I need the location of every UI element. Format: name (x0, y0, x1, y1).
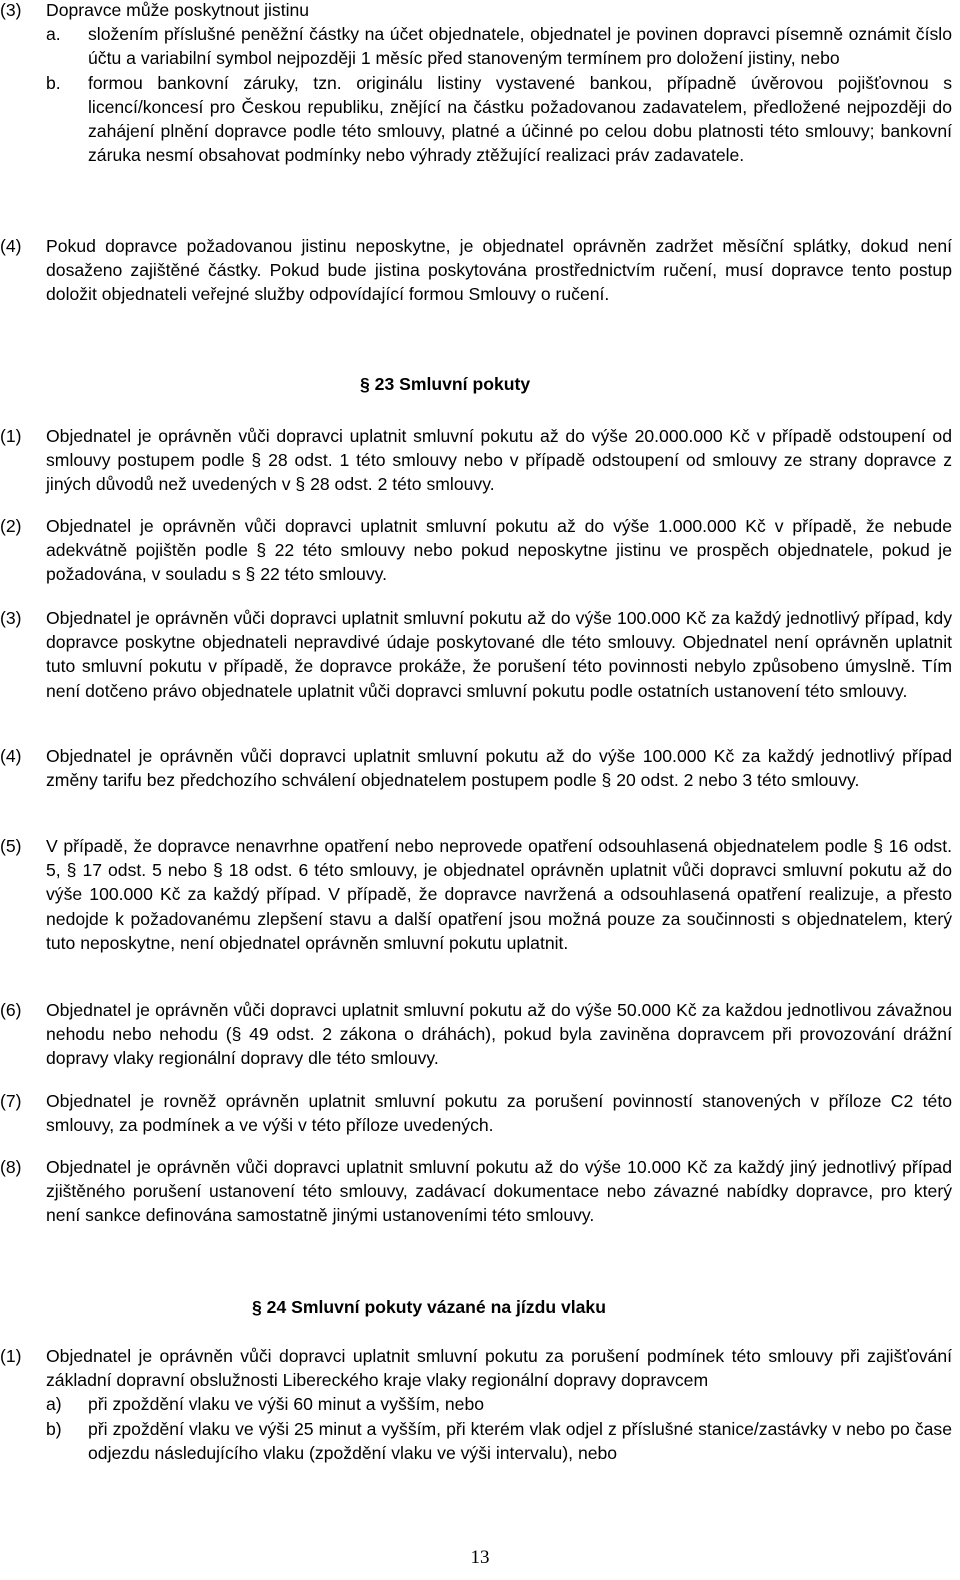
list-item-letter: a) (46, 1394, 62, 1415)
paragraph-number: (8) (0, 1157, 22, 1177)
paragraph-number: (7) (0, 1091, 22, 1111)
list-item-letter: b) (46, 1418, 62, 1439)
paragraph-number: (3) (0, 608, 22, 628)
paragraph-number: (3) (0, 0, 22, 20)
section-23-paragraph-1 (0, 424, 952, 497)
list-item-b (46, 71, 952, 168)
paragraph-text: Objednatel je oprávněn vůči dopravci uplatnit smluvní pokutu až do výše 50.000 Kč za každou jednotlivou závažnou nehodu nebo nehodu (§ 49 odst. 2 zákona o dráhách), pokud byla zaviněna dopravcem při provozování drážní dopravy vlaky regionální dopravy dle této smlouvy. (46, 1000, 952, 1069)
section-heading-23: § 23 Smluvní pokuty (360, 374, 531, 394)
paragraph-3-jistina (0, 0, 952, 167)
paragraph-text: Objednatel je oprávněn vůči dopravci uplatnit smluvní pokutu až do výše 1.000.000 Kč v případě, že nebude adekvátně pojištěn podle § 22 této smlouvy nebo pokud neposkytne jistinu ve prospěch objednatele, pokud je požadována, v souladu s § 22 této smlouvy. (46, 516, 952, 585)
section-heading-24: § 24 Smluvní pokuty vázané na jízdu vlaku (252, 1297, 606, 1317)
paragraph-text: Objednatel je oprávněn vůči dopravci uplatnit smluvní pokutu až do výše 10.000 Kč za každý jiný jednotlivý případ zjištěného porušení ustanovení této smlouvy, zadávací dokumentace nebo závazné nabídky dopravce, pro který není sankce definována samostatně jinými ustanoveními této smlouvy. (46, 1157, 952, 1226)
section-24-paragraph-1 (0, 1344, 952, 1465)
paragraph-text: Pokud dopravce požadovanou jistinu neposkytne, je objednatel oprávněn zadržet měsíční splátky, dokud není dosaženo zajištěné částky. Pokud bude jistina poskytována prostřednictvím ručení, musí dopravce tento postup doložit objednateli veřejné služby odpovídající formou Smlouvy o ručení. (46, 236, 952, 305)
list-item-text: při zpoždění vlaku ve výši 60 minut a vyšším, nebo (88, 1394, 485, 1415)
list-item-a (46, 22, 952, 70)
section-23-paragraph-3 (0, 606, 952, 703)
list-item-text: při zpoždění vlaku ve výši 25 minut a vyšším, při kterém vlak odjel z příslušné stanice/zastávky v nebo po čase odjezdu následujícího vlaku (zpoždění vlaku ve výši intervalu), nebo (88, 1418, 952, 1463)
paragraph-number: (2) (0, 516, 22, 536)
list-item-a (46, 1392, 952, 1416)
paragraph-number: (1) (0, 426, 22, 446)
section-23-paragraph-5 (0, 834, 952, 955)
section-23-paragraph-4 (0, 744, 952, 792)
paragraph-text: Objednatel je rovněž oprávněn uplatnit smluvní pokutu za porušení povinností stanovených v příloze C2 této smlouvy, za podmínek a ve výši v této příloze uvedených. (46, 1091, 952, 1136)
section-23-paragraph-7 (0, 1089, 952, 1137)
paragraph-text: V případě, že dopravce nenavrhne opatření nebo neprovede opatření odsouhlasená objednatelem podle § 16 odst. 5, § 17 odst. 5 nebo § 18 odst. 6 této smlouvy, je objednatel oprávněn uplatnit vůči dopravci smluvní pokutu až do výše 100.000 Kč za každý případ. V případě, že dopravce navržená a odsouhlasená opatření realizuje, a přesto nedojde k požadovanému zlepšení stavu a další opatření jsou možná pouze za součinnosti s objednatelem, který tuto neposkytne, není objednatel oprávněn smluvní pokutu uplatnit. (46, 836, 952, 953)
section-23-paragraph-2 (0, 514, 952, 587)
paragraph-number: (4) (0, 236, 22, 256)
section-23-paragraph-8 (0, 1155, 952, 1228)
list-item-text: složením příslušné peněžní částky na účet objednatele, objednatel je povinen dopravci písemně oznámit číslo účtu a variabilní symbol nejpozději 1 měsíc před stanoveným termínem pro doložení jistiny, nebo (88, 24, 952, 69)
paragraph-number: (6) (0, 1000, 22, 1020)
page-number: 13 (470, 1547, 490, 1568)
paragraph-title: Dopravce může poskytnout jistinu (46, 0, 310, 20)
paragraph-body (46, 1344, 952, 1465)
paragraph-text: Objednatel je oprávněn vůči dopravci uplatnit smluvní pokutu za porušení podmínek této smlouvy při zajišťování základní dopravní obslužnosti Libereckého kraje vlaky regionální dopravy dopravcem (46, 1346, 952, 1391)
list-item-b (46, 1417, 952, 1465)
list-item-letter: a. (46, 24, 61, 45)
paragraph-text: Objednatel je oprávněn vůči dopravci uplatnit smluvní pokutu až do výše 100.000 Kč za každý jednotlivý případ, kdy dopravce poskytne objednateli nepravdivé údaje poskytované dle této smlouvy. Objednatel není oprávněn uplatnit tuto smluvní pokutu v případě, že dopravce prokáže, že porušení této povinnosti nebylo způsobeno úmyslně. Tím není dotčeno právo objednatele uplatnit vůči dopravci smluvní pokutu podle ostatních ustanovení této smlouvy. (46, 608, 952, 701)
paragraph-text: Objednatel je oprávněn vůči dopravci uplatnit smluvní pokutu až do výše 20.000.000 Kč v případě odstoupení od smlouvy postupem podle § 28 odst. 1 této smlouvy nebo v případě odstoupení od smlouvy ze strany dopravce z jiných důvodů než uvedených v § 28 odst. 2 této smlouvy. (46, 426, 952, 495)
list-item-letter: b. (46, 72, 61, 93)
paragraph-4-jistina (0, 234, 952, 307)
list-item-text: formou bankovní záruky, tzn. originálu listiny vystavené bankou, případně úvěrovou pojišťovnou s licencí/koncesí pro Českou republiku, znějící na částku požadovanou zadavatelem, předložené nejpozději do zahájení plnění dopravce podle této smlouvy, platné a účinné po celou dobu platnosti této smlouvy; bankovní záruka nesmí obsahovat podmínky nebo výhrady ztěžující realizaci práv zadavatele. (88, 72, 952, 166)
paragraph-number: (5) (0, 836, 22, 856)
paragraph-number: (4) (0, 746, 22, 766)
paragraph-text: Objednatel je oprávněn vůči dopravci uplatnit smluvní pokutu až do výše 100.000 Kč za každý jednotlivý případ změny tarifu bez předchozího schválení objednatelem postupem podle § 20 odst. 2 nebo 3 této smlouvy. (46, 746, 952, 791)
paragraph-number: (1) (0, 1346, 22, 1366)
paragraph-body (46, 0, 952, 167)
section-23-paragraph-6 (0, 998, 952, 1071)
